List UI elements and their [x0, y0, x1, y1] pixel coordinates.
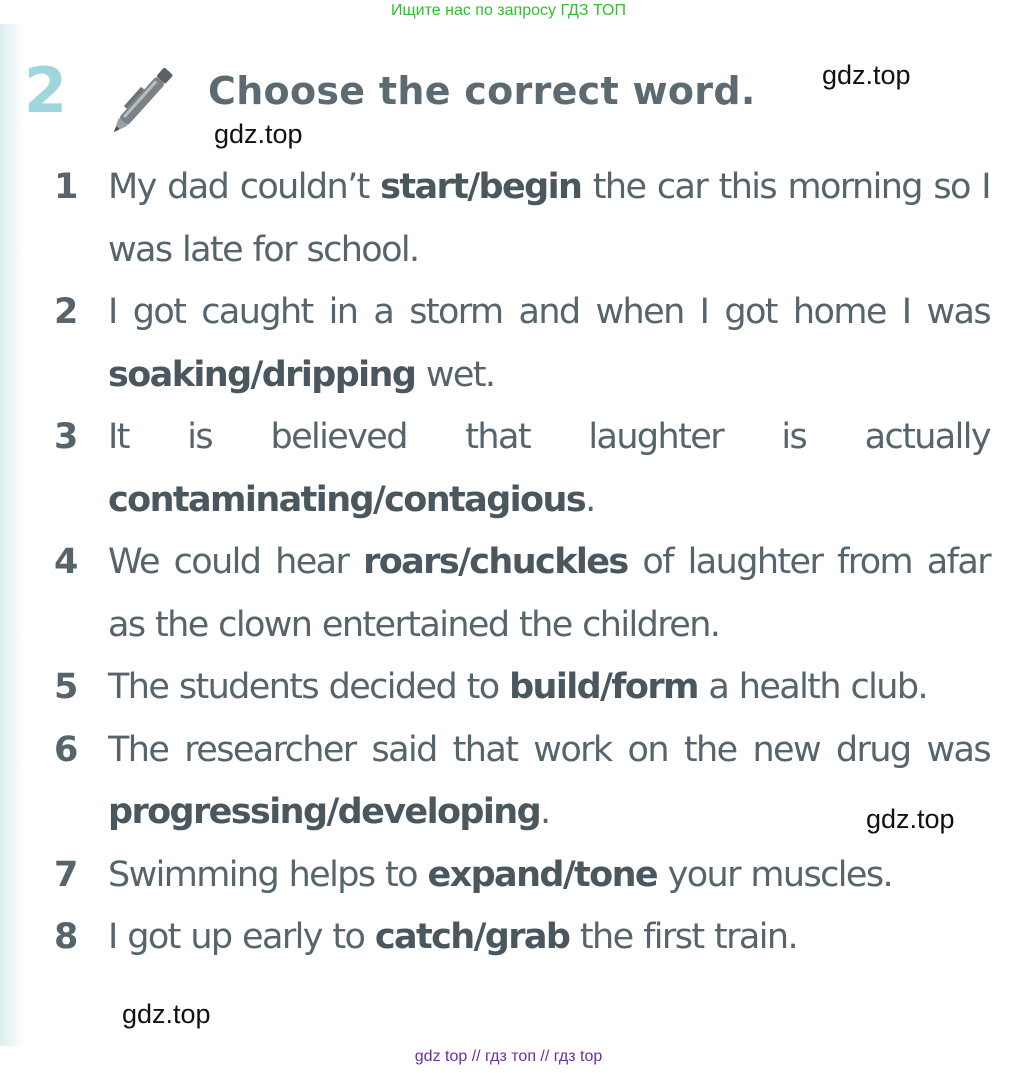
item-text: It is believed that laughter is actually contaminating/contagious. — [108, 417, 990, 520]
item-number: 2 — [54, 292, 78, 332]
item-text: The students decided to build/form a health club. — [108, 667, 927, 707]
item-number: 4 — [54, 542, 78, 582]
item-text: Swimming helps to expand/tone your muscles. — [108, 854, 892, 895]
page-edge-tint — [0, 24, 24, 1046]
word-choice[interactable]: soaking/dripping — [108, 354, 416, 395]
exercise-items — [48, 156, 990, 969]
list-item — [48, 156, 990, 281]
item-text: I got up early to catch/grab the first train. — [108, 917, 797, 957]
item-text: I got caught in a storm and when I got home I was soaking/dripping wet. — [108, 292, 990, 395]
word-choice[interactable]: roars/chuckles — [363, 542, 628, 582]
item-text: My dad couldn’t start/begin the car this morning so I was late for school. — [108, 167, 990, 270]
item-text: The researcher said that work on the new drug was progressing/developing. — [108, 729, 990, 832]
word-choice[interactable]: catch/grab — [374, 917, 570, 957]
bottom-banner[interactable]: gdz top // гдз топ // гдз top — [414, 1048, 603, 1065]
exercise-title: Choose the correct word. — [208, 69, 756, 113]
watermark: gdz.top — [822, 60, 911, 90]
item-text: We could hear roars/chuckles of laughter from afar as the clown entertained the children. — [108, 542, 991, 645]
item-number: 7 — [54, 854, 78, 895]
list-item — [48, 281, 990, 406]
pen-icon — [108, 50, 192, 134]
word-choice[interactable]: expand/tone — [427, 854, 658, 895]
list-item — [48, 719, 990, 844]
list-item — [48, 906, 990, 969]
watermark: gdz.top — [122, 999, 211, 1029]
watermark: gdz.top — [214, 119, 303, 149]
word-choice[interactable]: build/form — [509, 667, 698, 707]
word-choice[interactable]: progressing/developing — [108, 792, 541, 832]
list-item — [48, 844, 990, 907]
item-number: 3 — [54, 417, 78, 457]
item-number: 8 — [54, 917, 78, 957]
exercise-number: 2 — [24, 54, 68, 127]
top-banner[interactable]: Ищите нас по запросу ГДЗ ТОП — [391, 2, 626, 19]
word-choice[interactable]: contaminating/contagious — [108, 479, 586, 520]
watermark: gdz.top — [866, 804, 955, 834]
word-choice[interactable]: start/begin — [380, 167, 582, 207]
item-number: 5 — [54, 667, 78, 707]
list-item — [48, 531, 990, 656]
item-number: 1 — [54, 167, 78, 207]
item-number: 6 — [54, 729, 78, 770]
list-item — [48, 406, 990, 531]
list-item — [48, 656, 990, 719]
